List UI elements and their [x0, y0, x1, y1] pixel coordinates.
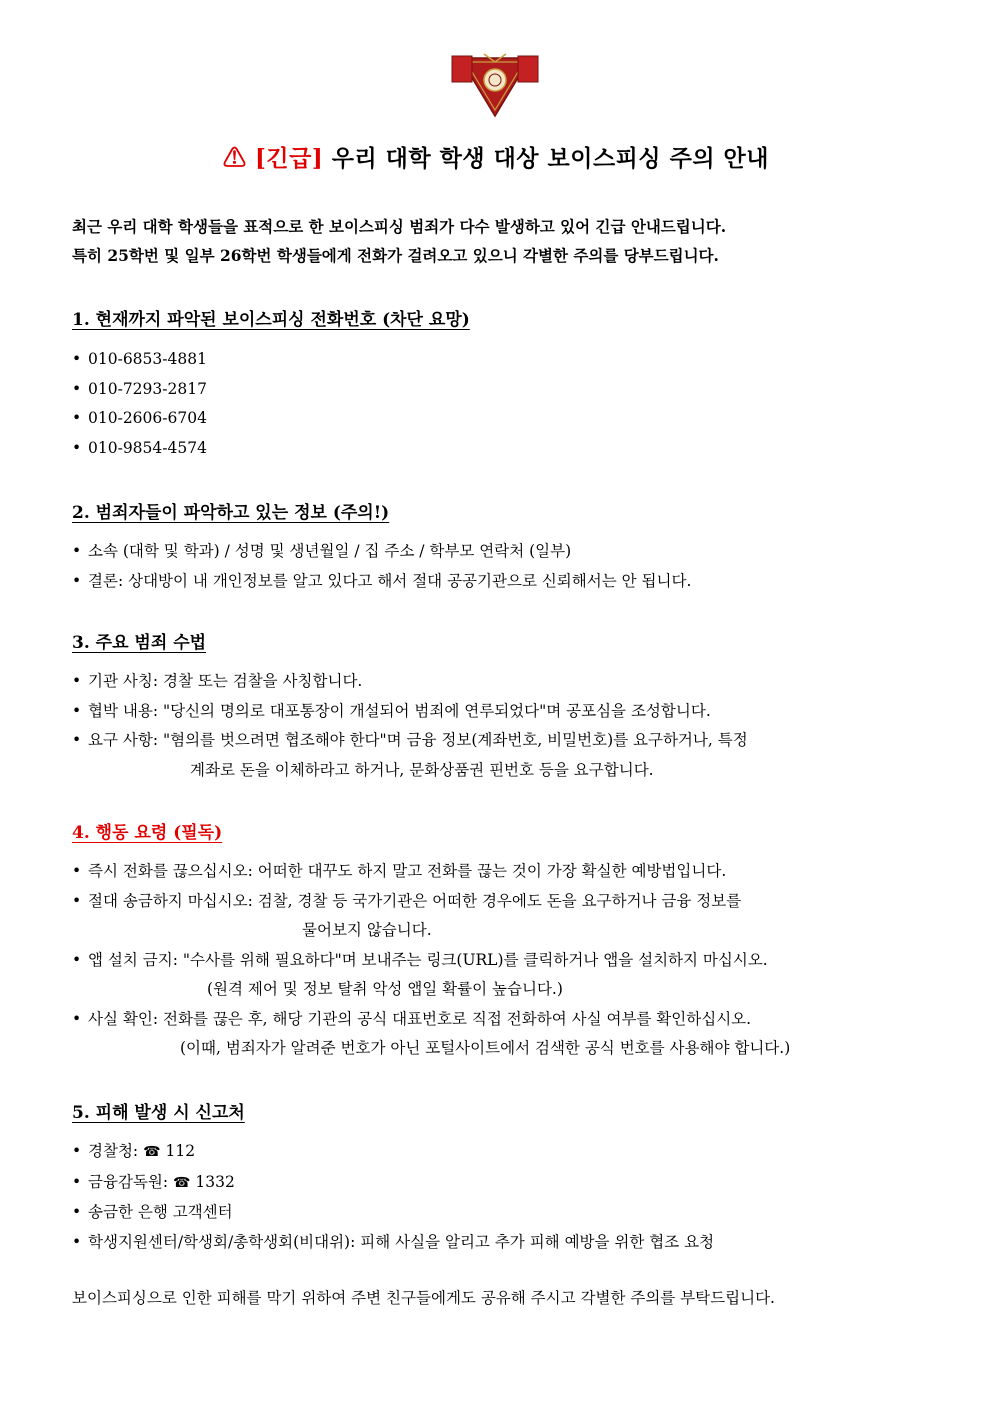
university-emblem-icon [448, 52, 542, 118]
urgent-label: ⚠ [긴급] [223, 145, 324, 172]
phone-icon: ☎ [143, 1144, 161, 1160]
title-text: 우리 대학 학생 대상 보이스피싱 주의 안내 [331, 145, 769, 172]
info-list [72, 537, 952, 596]
list-item-continuation: 물어보지 않습니다. [302, 921, 432, 939]
list-item: • 경찰청: ☎ 112 [72, 1142, 196, 1160]
list-item-continuation: (원격 제어 및 정보 탈취 악성 앱일 확률이 높습니다.) [207, 980, 563, 998]
list-item: • 절대 송금하지 마십시오: 검찰, 경찰 등 국가기관은 어떠한 경우에도 돈을 요구하거나 금융 정보를 [72, 891, 742, 910]
section-heading-1: 1. 현재까지 파악된 보이스피싱 전화번호 (차단 요망) [72, 310, 470, 330]
list-item: • 송금한 은행 고객센터 [72, 1203, 233, 1221]
list-item: • 사실 확인: 전화를 끊은 후, 해당 기관의 공식 대표번호로 직접 전화하여 사실 여부를 확인하십시오. [72, 1009, 752, 1028]
section-heading-2: 2. 범죄자들이 파악하고 있는 정보 (주의!) [72, 503, 390, 523]
intro-line: 최근 우리 대학 학생들을 표적으로 한 보이스피싱 범죄가 다수 발생하고 있어 긴급 안내드립니다. [72, 217, 727, 236]
phone-number-list [72, 345, 952, 463]
list-item: • 학생지원센터/학생회/총학생회(비대위): 피해 사실을 알리고 추가 피해 예방을 위한 협조 요청 [72, 1232, 715, 1251]
list-item: • 기관 사칭: 경찰 또는 검찰을 사칭합니다. [72, 672, 363, 690]
list-item: • 010-7293-2817 [72, 379, 207, 398]
phone-number: 112 [165, 1142, 196, 1160]
notice-title [0, 140, 992, 173]
phone-number: 1332 [195, 1172, 235, 1191]
list-item: • 010-9854-4574 [72, 438, 207, 457]
intro-paragraph [72, 212, 932, 270]
list-item: • 010-2606-6704 [72, 409, 207, 427]
report-list [72, 1137, 952, 1257]
section-heading-4: 4. 행동 요령 (필독) [72, 823, 223, 843]
section-heading-5: 5. 피해 발생 시 신고처 [72, 1103, 245, 1123]
list-item: • 소속 (대학 및 학과) / 성명 및 생년월일 / 집 주소 / 학부모 연락처 (일부) [72, 542, 572, 560]
list-item: • 앱 설치 금지: "수사를 위해 필요하다"며 보내주는 링크(URL)를 클릭하거나 앱을 설치하지 마십시오. [72, 950, 768, 969]
list-item: • 010-6853-4881 [72, 350, 207, 368]
list-item: • 결론: 상대방이 내 개인정보를 알고 있다고 해서 절대 공공기관으로 신뢰해서는 안 됩니다. [72, 571, 692, 590]
list-item-continuation: (이때, 범죄자가 알려준 번호가 아닌 포털사이트에서 검색한 공식 번호를 사용해야 합니다.) [180, 1039, 791, 1057]
list-item: • 즉시 전화를 끊으십시오: 어떠한 대꾸도 하지 말고 전화를 끊는 것이 가장 확실한 예방법입니다. [72, 862, 727, 880]
intro-line: 특히 25학번 및 일부 26학번 학생들에게 전화가 걸려오고 있으니 각별한 주의를 당부드립니다. [72, 246, 719, 265]
list-item: • 협박 내용: "당신의 명의로 대포통장이 개설되어 범죄에 연루되었다"며 공포심을 조성합니다. [72, 701, 711, 720]
method-list [72, 667, 952, 785]
section-heading-3: 3. 주요 범죄 수법 [72, 633, 207, 653]
list-item: • 금융감독원: ☎ 1332 [72, 1172, 235, 1191]
list-item-continuation: 계좌로 돈을 이체하라고 하거나, 문화상품권 핀번호 등을 요구합니다. [190, 760, 654, 779]
action-list [72, 857, 952, 1064]
list-item: • 요구 사항: "혐의를 벗으려면 협조해야 한다"며 금융 정보(계좌번호, 비밀번호)를 요구하거나, 특정 [72, 731, 748, 749]
phone-icon: ☎ [173, 1174, 191, 1191]
closing-paragraph: 보이스피싱으로 인한 피해를 막기 위하여 주변 친구들에게도 공유해 주시고 각별한 주의를 부탁드립니다. [72, 1289, 775, 1307]
